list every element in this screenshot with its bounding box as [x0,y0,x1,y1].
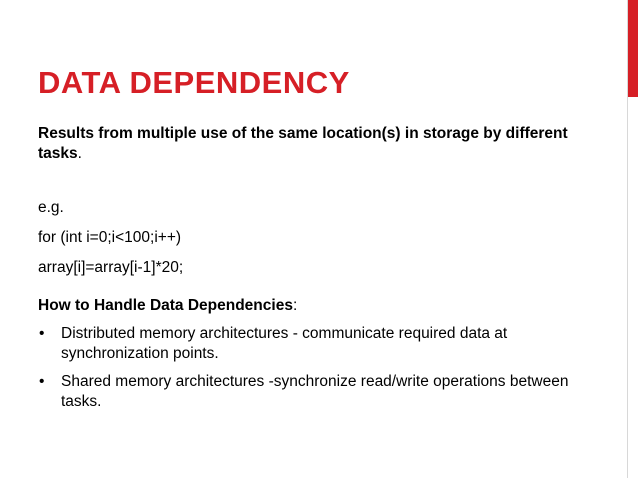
slide-title: DATA DEPENDENCY [38,65,350,100]
bullet-text: Distributed memory architectures - communicate required data at synchronization points. [61,325,508,362]
handle-heading-bold: How to Handle Data Dependencies [38,297,293,314]
code-line: array[i]=array[i-1]*20; [38,259,184,276]
slide-body [38,124,578,420]
intro-paragraph [38,124,578,164]
accent-red-block [628,0,638,97]
bullet-list [38,324,578,412]
bullet-icon: • [39,325,45,342]
list-item [38,324,578,364]
right-accent-bar [627,0,638,478]
intro-tail: . [77,145,82,162]
handle-heading [38,296,578,316]
handle-heading-tail: : [292,297,298,314]
example-label: e.g. [38,199,64,216]
bullet-icon: • [39,373,45,390]
bullet-text: Shared memory architectures -synchronize read/write operations between tasks. [61,373,569,410]
intro-bold-text: Results from multiple use of the same location(s) in storage by different tasks [38,125,568,162]
code-line: for (int i=0;i<100;i++) [38,229,182,246]
list-item [38,372,578,412]
